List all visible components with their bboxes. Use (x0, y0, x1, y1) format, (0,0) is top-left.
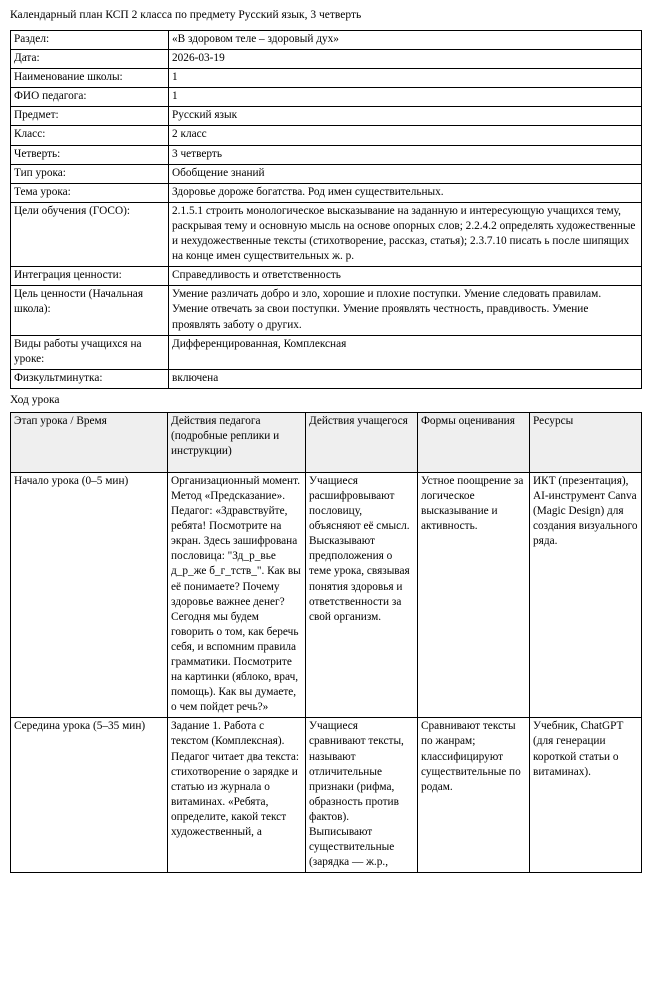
table-row (11, 69, 642, 88)
table-row (11, 267, 642, 286)
assessment-forms-cell: Сравнивают тексты по жанрам; классифицируют существительные по родам. (418, 718, 530, 873)
stage-cell: Середина урока (5–35 мин) (11, 718, 168, 873)
info-row-value: включена (169, 369, 642, 388)
info-row-value: 2.1.5.1 строить монологическое высказывание на заданную и интересующую учащихся тему, раскрывая тему и основную мысль на основе опорных слов; 2.2.4.2 определять художественные и нехудожественные тексты (стихотворение, рассказ, статья); 2.3.7.10 писать ь после шипящих на конце имен существительных ж. р. (169, 202, 642, 266)
teacher-actions-cell: Задание 1. Работа с текстом (Комплексная). Педагог читает два текста: стихотворение о зарядке и статью из журнала о витаминах. «Ребята, определите, какой текст художественный, а (168, 718, 306, 873)
info-row-value: «В здоровом теле – здоровый дух» (169, 31, 642, 50)
info-row-value: Обобщение знаний (169, 164, 642, 183)
lesson-flow-header (11, 412, 642, 472)
column-header: Ресурсы (530, 412, 642, 472)
lesson-flow-body (11, 472, 642, 872)
table-row (11, 50, 642, 69)
info-row-label: Раздел: (11, 31, 169, 50)
column-header: Действия педагога (подробные реплики и инструкции) (168, 412, 306, 472)
info-row-value: 2026-03-19 (169, 50, 642, 69)
table-row (11, 107, 642, 126)
table-row (11, 88, 642, 107)
table-row (11, 126, 642, 145)
info-row-value: Дифференцированная, Комплексная (169, 335, 642, 369)
info-row-value: 1 (169, 88, 642, 107)
info-row-label: Интеграция ценности: (11, 267, 169, 286)
lesson-flow-table (10, 412, 642, 873)
info-row-value: Русский язык (169, 107, 642, 126)
column-header: Действия учащегося (306, 412, 418, 472)
info-row-value: 1 (169, 69, 642, 88)
info-row-label: Цели обучения (ГОСО): (11, 202, 169, 266)
student-actions-cell: Учащиеся сравнивают тексты, называют отличительные признаки (рифма, образность против фактов). Выписывают существительные (зарядка — ж.р., (306, 718, 418, 873)
info-row-label: Виды работы учащихся на уроке: (11, 335, 169, 369)
info-row-label: Четверть: (11, 145, 169, 164)
column-header: Формы оценивания (418, 412, 530, 472)
table-row (11, 145, 642, 164)
table-row (11, 202, 642, 266)
student-actions-cell: Учащиеся расшифровывают пословицу, объясняют её смысл. Высказывают предположения о теме урока, связывая понятия здоровья и ответственности за свой организм. (306, 472, 418, 718)
info-row-label: Предмет: (11, 107, 169, 126)
info-row-label: Дата: (11, 50, 169, 69)
info-row-value: Справедливость и ответственность (169, 267, 642, 286)
info-row-value: Умение различать добро и зло, хорошие и плохие поступки. Умение следовать правилам. Умение отвечать за свои поступки. Умение проявлять честность, правдивость. Умение проявлять заботу о других. (169, 286, 642, 335)
info-row-label: Физкультминутка: (11, 369, 169, 388)
table-row (11, 369, 642, 388)
table-row (11, 718, 642, 873)
table-row (11, 164, 642, 183)
info-row-value: 3 четверть (169, 145, 642, 164)
lesson-info-table (10, 30, 642, 389)
resources-cell: ИКТ (презентация), AI-инструмент Canva (Magic Design) для создания визуального ряда. (530, 472, 642, 718)
info-row-label: ФИО педагога: (11, 88, 169, 107)
assessment-forms-cell: Устное поощрение за логическое высказывание и активность. (418, 472, 530, 718)
resources-cell: Учебник, ChatGPT (для генерации короткой статьи о витаминах). (530, 718, 642, 873)
stage-cell: Начало урока (0–5 мин) (11, 472, 168, 718)
table-header-row (11, 412, 642, 472)
info-row-label: Тип урока: (11, 164, 169, 183)
info-row-label: Наименование школы: (11, 69, 169, 88)
info-row-value: 2 класс (169, 126, 642, 145)
info-row-label: Тема урока: (11, 183, 169, 202)
info-row-value: Здоровье дороже богатства. Род имен существительных. (169, 183, 642, 202)
lesson-flow-label: Ход урока (10, 393, 60, 406)
table-row (11, 183, 642, 202)
table-row (11, 335, 642, 369)
column-header: Этап урока / Время (11, 412, 168, 472)
lesson-info-body (11, 31, 642, 389)
table-row (11, 472, 642, 718)
table-row (11, 31, 642, 50)
page-title: Календарный план КСП 2 класса по предмету Русский язык, 3 четверть (10, 9, 362, 21)
info-row-label: Цель ценности (Начальная школа): (11, 286, 169, 335)
table-row (11, 286, 642, 335)
teacher-actions-cell: Организационный момент. Метод «Предсказание». Педагог: «Здравствуйте, ребята! Посмотрите на экран. Здесь зашифрована пословица: "Зд_р_вье д_р_же б_г_тств_". Как вы её понимаете? Почему здоровье важнее денег? Сегодня мы будем говорить о том, как беречь себя, и вспомним правила грамматики. Посмотрите на картинки (яблоко, врач, помощь). Как вы думаете, о чем пойдет речь?» (168, 472, 306, 718)
info-row-label: Класс: (11, 126, 169, 145)
